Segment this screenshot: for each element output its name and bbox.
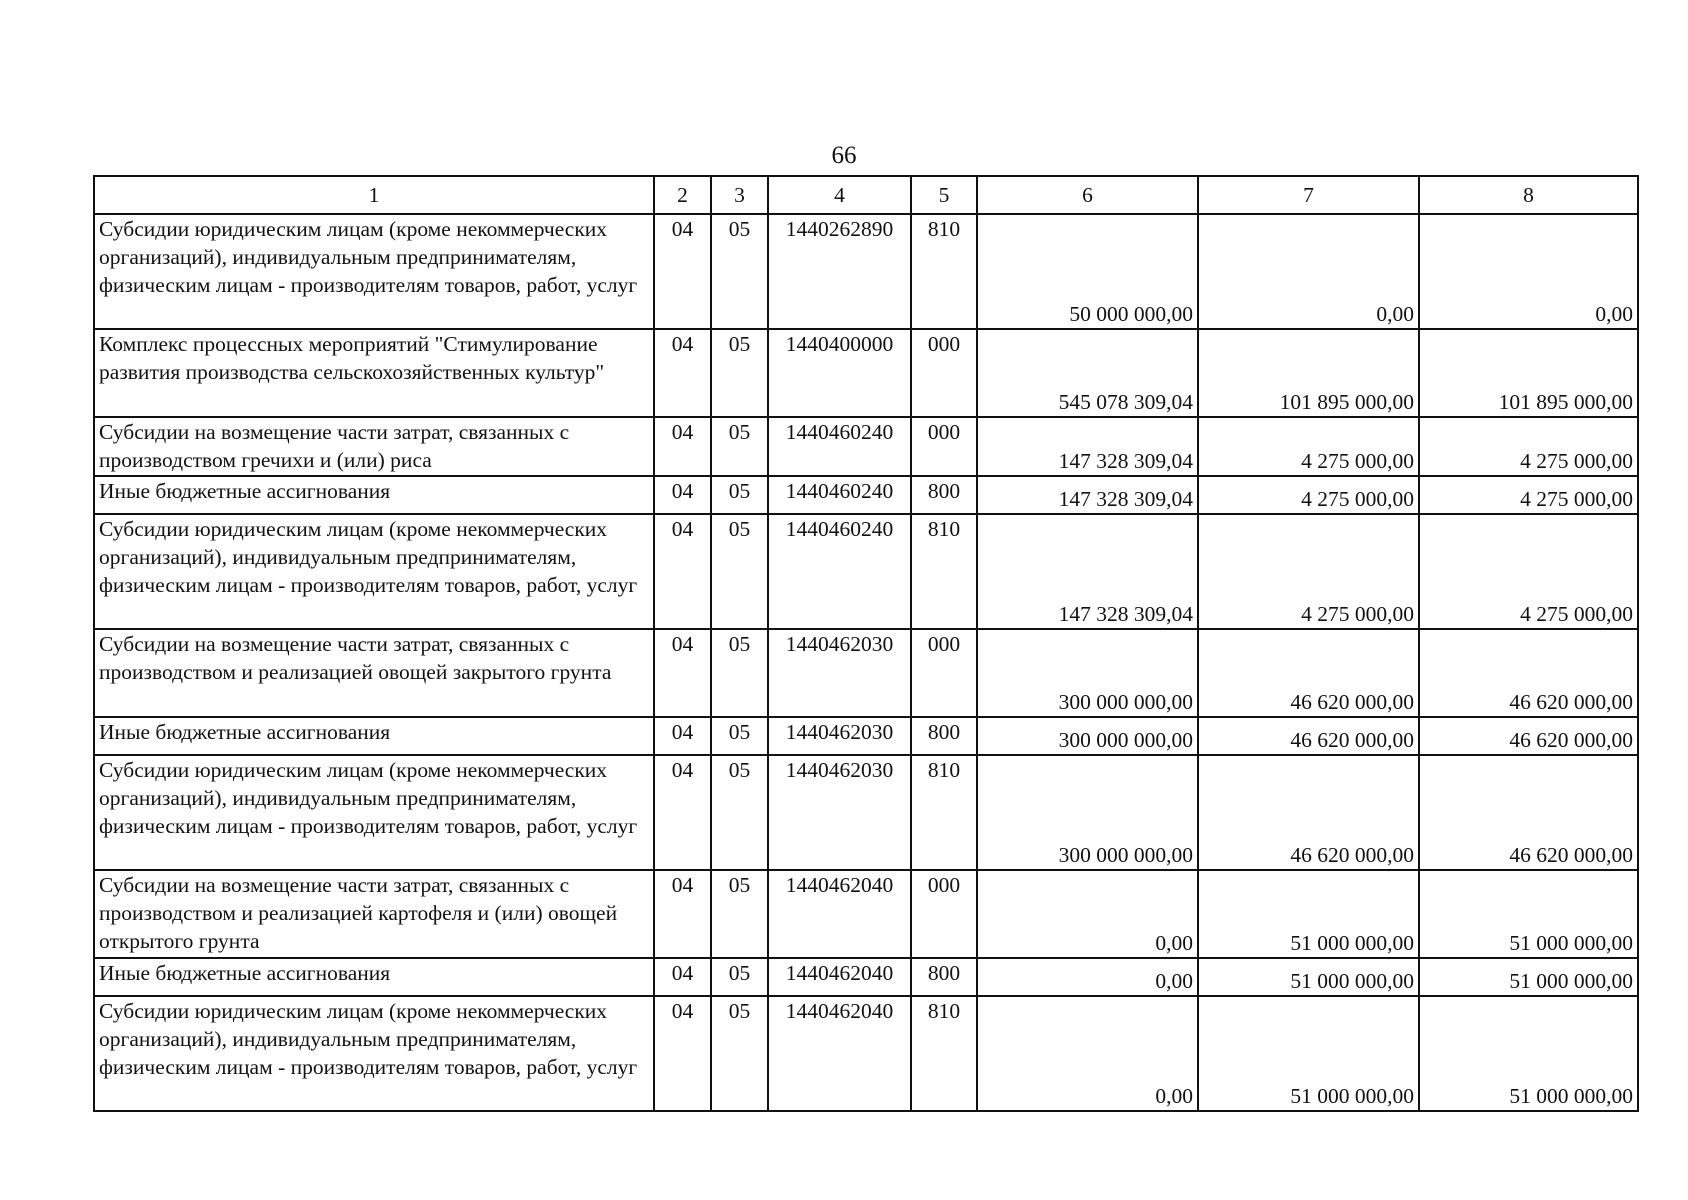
- expense-name: Иные бюджетные ассигнования: [94, 717, 654, 755]
- section-code: 04: [654, 755, 711, 870]
- amount-col8: 101 895 000,00: [1419, 329, 1638, 417]
- section-code: 04: [654, 629, 711, 717]
- target-article-code: 1440462040: [768, 958, 911, 996]
- section-code: 04: [654, 476, 711, 514]
- section-code: 04: [654, 514, 711, 629]
- subsection-code: 05: [711, 717, 768, 755]
- column-header: 5: [911, 176, 977, 214]
- table-row: [94, 329, 1638, 417]
- amount-col6: 147 328 309,04: [977, 514, 1198, 629]
- expense-type-code: 810: [911, 755, 977, 870]
- amount-col7: 46 620 000,00: [1198, 629, 1419, 717]
- section-code: 04: [654, 870, 711, 958]
- table-row: [94, 755, 1638, 870]
- subsection-code: 05: [711, 958, 768, 996]
- table-row: [94, 214, 1638, 329]
- amount-col6: 300 000 000,00: [977, 755, 1198, 870]
- target-article-code: 1440462040: [768, 870, 911, 958]
- amount-col7: 0,00: [1198, 214, 1419, 329]
- subsection-code: 05: [711, 755, 768, 870]
- column-header: 2: [654, 176, 711, 214]
- expense-name: Субсидии юридическим лицам (кроме некоммерческих организаций), индивидуальным предпринимателям, физическим лицам - производителям товаров, работ, услуг: [94, 996, 654, 1111]
- expense-name: Субсидии юридическим лицам (кроме некоммерческих организаций), индивидуальным предпринимателям, физическим лицам - производителям товаров, работ, услуг: [94, 514, 654, 629]
- header-row: [94, 176, 1638, 214]
- subsection-code: 05: [711, 514, 768, 629]
- amount-col8: 0,00: [1419, 214, 1638, 329]
- expense-name: Субсидии на возмещение части затрат, связанных с производством гречихи и (или) риса: [94, 417, 654, 476]
- budget-table: [93, 175, 1639, 1112]
- expense-name: Субсидии на возмещение части затрат, связанных с производством и реализацией овощей закрытого грунта: [94, 629, 654, 717]
- expense-name: Субсидии юридическим лицам (кроме некоммерческих организаций), индивидуальным предпринимателям, физическим лицам - производителям товаров, работ, услуг: [94, 755, 654, 870]
- column-header: 8: [1419, 176, 1638, 214]
- table-row: [94, 417, 1638, 476]
- amount-col6: 0,00: [977, 870, 1198, 958]
- subsection-code: 05: [711, 476, 768, 514]
- amount-col6: 147 328 309,04: [977, 476, 1198, 514]
- expense-type-code: 000: [911, 629, 977, 717]
- expense-type-code: 800: [911, 717, 977, 755]
- target-article-code: 1440460240: [768, 417, 911, 476]
- amount-col8: 4 275 000,00: [1419, 417, 1638, 476]
- target-article-code: 1440462040: [768, 996, 911, 1111]
- table-row: [94, 996, 1638, 1111]
- table-row: [94, 629, 1638, 717]
- expense-type-code: 800: [911, 958, 977, 996]
- amount-col8: 4 275 000,00: [1419, 476, 1638, 514]
- subsection-code: 05: [711, 214, 768, 329]
- table-row: [94, 958, 1638, 996]
- expense-type-code: 000: [911, 870, 977, 958]
- expense-type-code: 810: [911, 214, 977, 329]
- subsection-code: 05: [711, 870, 768, 958]
- expense-name: Субсидии юридическим лицам (кроме некоммерческих организаций), индивидуальным предпринимателям, физическим лицам - производителям товаров, работ, услуг: [94, 214, 654, 329]
- column-header: 3: [711, 176, 768, 214]
- column-header: 7: [1198, 176, 1419, 214]
- table-row: [94, 476, 1638, 514]
- amount-col8: 4 275 000,00: [1419, 514, 1638, 629]
- subsection-code: 05: [711, 996, 768, 1111]
- amount-col7: 4 275 000,00: [1198, 476, 1419, 514]
- amount-col7: 46 620 000,00: [1198, 755, 1419, 870]
- table-row: [94, 514, 1638, 629]
- amount-col8: 51 000 000,00: [1419, 996, 1638, 1111]
- amount-col7: 51 000 000,00: [1198, 958, 1419, 996]
- amount-col7: 51 000 000,00: [1198, 870, 1419, 958]
- target-article-code: 1440462030: [768, 755, 911, 870]
- amount-col7: 4 275 000,00: [1198, 417, 1419, 476]
- table-row: [94, 717, 1638, 755]
- amount-col8: 51 000 000,00: [1419, 958, 1638, 996]
- expense-name: Субсидии на возмещение части затрат, связанных с производством и реализацией картофеля и (или) овощей открытого грунта: [94, 870, 654, 958]
- column-header: 6: [977, 176, 1198, 214]
- expense-type-code: 810: [911, 996, 977, 1111]
- target-article-code: 1440400000: [768, 329, 911, 417]
- section-code: 04: [654, 958, 711, 996]
- amount-col6: 50 000 000,00: [977, 214, 1198, 329]
- section-code: 04: [654, 329, 711, 417]
- amount-col6: 0,00: [977, 996, 1198, 1111]
- subsection-code: 05: [711, 417, 768, 476]
- expense-name: Иные бюджетные ассигнования: [94, 476, 654, 514]
- amount-col6: 545 078 309,04: [977, 329, 1198, 417]
- amount-col8: 46 620 000,00: [1419, 755, 1638, 870]
- table-row: [94, 870, 1638, 958]
- target-article-code: 1440462030: [768, 629, 911, 717]
- amount-col8: 46 620 000,00: [1419, 717, 1638, 755]
- expense-name: Иные бюджетные ассигнования: [94, 958, 654, 996]
- column-header: 1: [94, 176, 654, 214]
- expense-type-code: 000: [911, 417, 977, 476]
- expense-name: Комплекс процессных мероприятий "Стимулирование развития производства сельскохозяйственных культур": [94, 329, 654, 417]
- target-article-code: 1440462030: [768, 717, 911, 755]
- amount-col6: 300 000 000,00: [977, 717, 1198, 755]
- amount-col7: 4 275 000,00: [1198, 514, 1419, 629]
- amount-col7: 46 620 000,00: [1198, 717, 1419, 755]
- section-code: 04: [654, 417, 711, 476]
- amount-col7: 101 895 000,00: [1198, 329, 1419, 417]
- expense-type-code: 810: [911, 514, 977, 629]
- amount-col8: 51 000 000,00: [1419, 870, 1638, 958]
- target-article-code: 1440460240: [768, 476, 911, 514]
- subsection-code: 05: [711, 329, 768, 417]
- section-code: 04: [654, 214, 711, 329]
- section-code: 04: [654, 996, 711, 1111]
- section-code: 04: [654, 717, 711, 755]
- amount-col6: 147 328 309,04: [977, 417, 1198, 476]
- expense-type-code: 800: [911, 476, 977, 514]
- amount-col7: 51 000 000,00: [1198, 996, 1419, 1111]
- target-article-code: 1440262890: [768, 214, 911, 329]
- amount-col6: 0,00: [977, 958, 1198, 996]
- target-article-code: 1440460240: [768, 514, 911, 629]
- expense-type-code: 000: [911, 329, 977, 417]
- amount-col6: 300 000 000,00: [977, 629, 1198, 717]
- column-header: 4: [768, 176, 911, 214]
- subsection-code: 05: [711, 629, 768, 717]
- page-number: 66: [831, 142, 857, 169]
- amount-col8: 46 620 000,00: [1419, 629, 1638, 717]
